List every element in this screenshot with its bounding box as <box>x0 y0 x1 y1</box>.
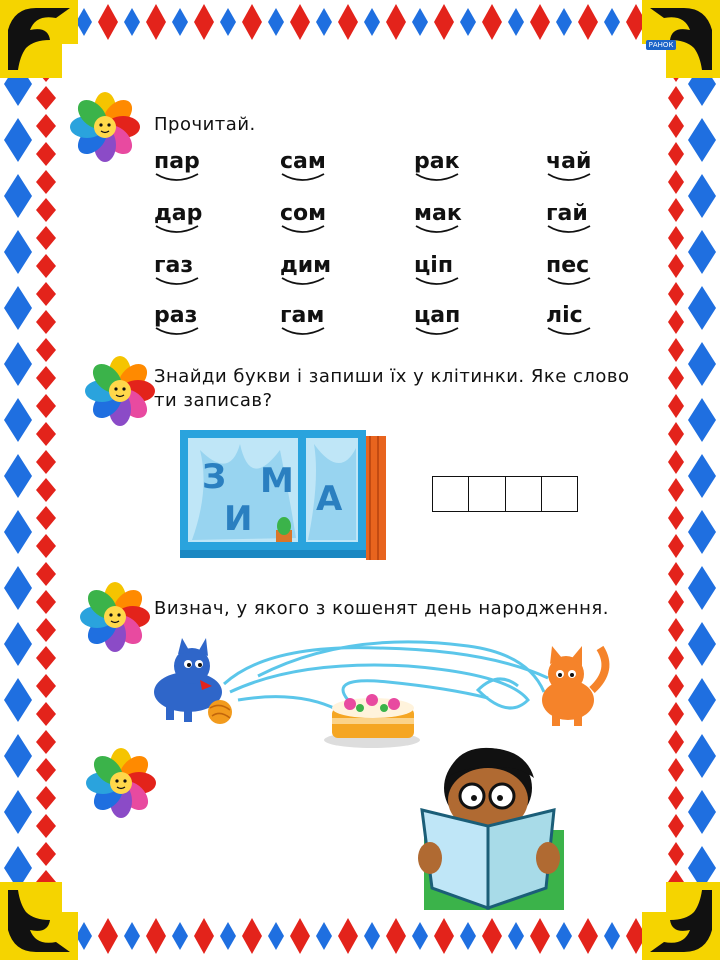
syllable-word-text: ціп <box>414 253 454 278</box>
syllable-arc-icon <box>546 326 596 338</box>
flower-icon <box>85 356 155 426</box>
syllable-word-text: гай <box>546 201 588 226</box>
flower-icon <box>80 582 150 652</box>
syllable-word-text: рак <box>414 149 460 174</box>
syllable-word <box>546 254 616 294</box>
window-letter-4: А <box>316 479 343 519</box>
answer-cell[interactable] <box>469 477 505 511</box>
syllable-arc-icon <box>154 326 204 338</box>
syllable-arc-icon <box>280 224 330 236</box>
syllable-word <box>154 254 224 294</box>
border-right <box>666 0 720 960</box>
syllable-word-text: дим <box>280 253 332 278</box>
syllable-word-text: ліс <box>546 303 583 328</box>
exercise1-instruction: Прочитай. <box>154 114 256 135</box>
syllable-word-text: сом <box>280 201 327 226</box>
birthday-cake <box>324 694 420 748</box>
syllable-word-text: чай <box>546 149 592 174</box>
syllable-word <box>154 150 224 190</box>
syllable-word <box>546 150 616 190</box>
flower-icon <box>70 92 140 162</box>
syllable-word <box>546 304 616 344</box>
syllable-word-text: пар <box>154 149 200 174</box>
syllable-arc-icon <box>280 172 330 184</box>
syllable-arc-icon <box>280 326 330 338</box>
syllable-word <box>414 202 484 242</box>
syllable-word-text: сам <box>280 149 326 174</box>
border-top <box>0 0 720 44</box>
syllable-word <box>414 254 484 294</box>
syllable-arc-icon <box>414 326 464 338</box>
syllable-word <box>280 304 350 344</box>
syllable-arc-icon <box>546 224 596 236</box>
syllable-word-text: раз <box>154 303 198 328</box>
syllable-arc-icon <box>154 224 204 236</box>
syllable-arc-icon <box>546 172 596 184</box>
frosty-window-illustration <box>180 430 390 562</box>
answer-cells[interactable] <box>432 476 578 512</box>
exercise2-instruction-line2: ти записав? <box>154 390 273 411</box>
answer-cell[interactable] <box>433 477 469 511</box>
syllable-word-text: мак <box>414 201 462 226</box>
syllable-word <box>154 202 224 242</box>
syllable-word <box>154 304 224 344</box>
publisher-logo: РАНОК <box>646 40 676 50</box>
window-letter-3: М <box>260 461 294 501</box>
syllable-word-text: цап <box>414 303 461 328</box>
syllable-word <box>546 202 616 242</box>
syllable-arc-icon <box>154 276 204 288</box>
orange-kitten <box>542 646 605 726</box>
syllable-word <box>280 202 350 242</box>
window-letter-2: И <box>224 499 253 539</box>
syllable-word-text: гам <box>280 303 325 328</box>
syllable-word <box>414 150 484 190</box>
window-letter-1: З <box>202 457 227 497</box>
syllable-word-text: газ <box>154 253 194 278</box>
border-bottom <box>0 912 720 960</box>
syllable-arc-icon <box>414 172 464 184</box>
syllable-word <box>414 304 484 344</box>
syllable-arc-icon <box>280 276 330 288</box>
syllable-arc-icon <box>546 276 596 288</box>
answer-cell[interactable] <box>542 477 577 511</box>
syllable-word-text: пес <box>546 253 590 278</box>
flower-icon <box>86 748 156 818</box>
answer-cell[interactable] <box>506 477 542 511</box>
syllable-arc-icon <box>414 224 464 236</box>
syllable-word-text: дар <box>154 201 203 226</box>
syllable-word <box>280 150 350 190</box>
boy-reading-illustration <box>416 738 576 910</box>
exercise3-instruction: Визнач, у якого з кошенят день народження. <box>154 598 609 619</box>
syllable-arc-icon <box>414 276 464 288</box>
syllable-word <box>280 254 350 294</box>
border-left <box>0 0 62 960</box>
exercise2-instruction-line1: Знайди букви і запиши їх у клітинки. Яке слово <box>154 366 630 387</box>
syllable-arc-icon <box>154 172 204 184</box>
blue-kitten <box>154 638 232 724</box>
